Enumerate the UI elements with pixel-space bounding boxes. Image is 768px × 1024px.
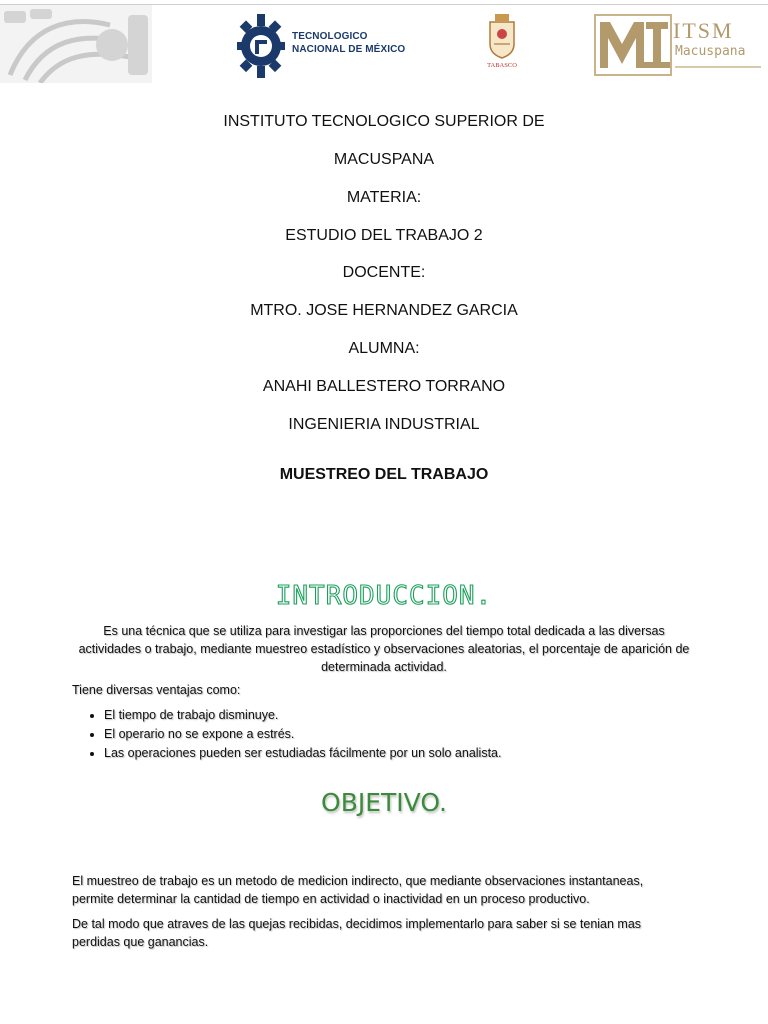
tecnm-wordmark bbox=[292, 30, 405, 56]
itsm-tagline-bar bbox=[675, 66, 761, 68]
intro-heading: INTRODUCCION. bbox=[275, 581, 493, 611]
tabasco-crest-icon bbox=[484, 12, 520, 60]
list-item: • Las operaciones pueden ser estudiadas fácilmente por un solo analista. bbox=[104, 744, 501, 763]
tecnm-line2: NACIONAL DE MÉXICO bbox=[292, 44, 406, 55]
student-label: ALUMNA: bbox=[348, 340, 420, 357]
objective-paragraph-1 bbox=[72, 872, 712, 908]
itsm-title: ITSM bbox=[673, 18, 734, 43]
teacher-label: DOCENTE: bbox=[342, 264, 426, 281]
advantages-list bbox=[74, 706, 501, 763]
intro-para-line2: actividades o trabajo, mediante muestreo estadístico y observaciones aleatorias, el porcentaje de aparición de bbox=[78, 642, 690, 656]
subject-name: ESTUDIO DEL TRABAJO 2 bbox=[285, 227, 483, 244]
objective-heading: OBJETIVO. bbox=[321, 788, 447, 817]
itsm-subtitle: Macuspana bbox=[675, 44, 746, 59]
tecnm-line1: TECNOLOGICO bbox=[292, 31, 368, 42]
objective-para2-line1: De tal modo que atraves de las quejas recibidas, decidimos implementarlo para saber si se tenian mas bbox=[72, 917, 642, 931]
subject-label: MATERIA: bbox=[346, 189, 422, 206]
list-item: • El operario no se expone a estrés. bbox=[104, 725, 501, 744]
institute-name-line2: MACUSPANA bbox=[333, 151, 435, 168]
objective-para1-line1: El muestreo de trabajo es un metodo de medicion indirecto, que mediante observaciones instantaneas, bbox=[72, 874, 644, 888]
intro-para-line1: Es una técnica que se utiliza para investigar las proporciones del tiempo total dedicada a las diversas bbox=[103, 624, 665, 638]
objective-para2-line2: perdidas que ganancias. bbox=[72, 935, 209, 949]
student-name: ANAHI BALLESTERO TORRANO bbox=[262, 378, 506, 395]
tecnm-gear-logo bbox=[236, 10, 286, 82]
institute-name-line1: INSTITUTO TECNOLOGICO SUPERIOR DE bbox=[223, 113, 545, 130]
teacher-name: MTRO. JOSE HERNANDEZ GARCIA bbox=[250, 302, 518, 319]
intro-paragraph bbox=[60, 622, 708, 676]
aztec-emblem-watermark bbox=[0, 5, 152, 83]
document-title: MUESTREO DEL TRABAJO bbox=[279, 466, 489, 483]
tabasco-label: TABASCO bbox=[487, 62, 517, 69]
intro-para-line3: determinada actividad. bbox=[321, 660, 447, 674]
advantages-intro: Tiene diversas ventajas como: bbox=[72, 683, 241, 697]
objective-paragraph-2 bbox=[72, 915, 712, 951]
objective-para1-line2: permite determinar la cantidad de tiempo en actividad o inactividad en un proceso productivo. bbox=[72, 892, 590, 906]
list-item: • El tiempo de trabajo disminuye. bbox=[104, 706, 501, 725]
itsm-monogram-logo bbox=[594, 14, 672, 76]
career-name: INGENIERIA INDUSTRIAL bbox=[288, 416, 480, 433]
